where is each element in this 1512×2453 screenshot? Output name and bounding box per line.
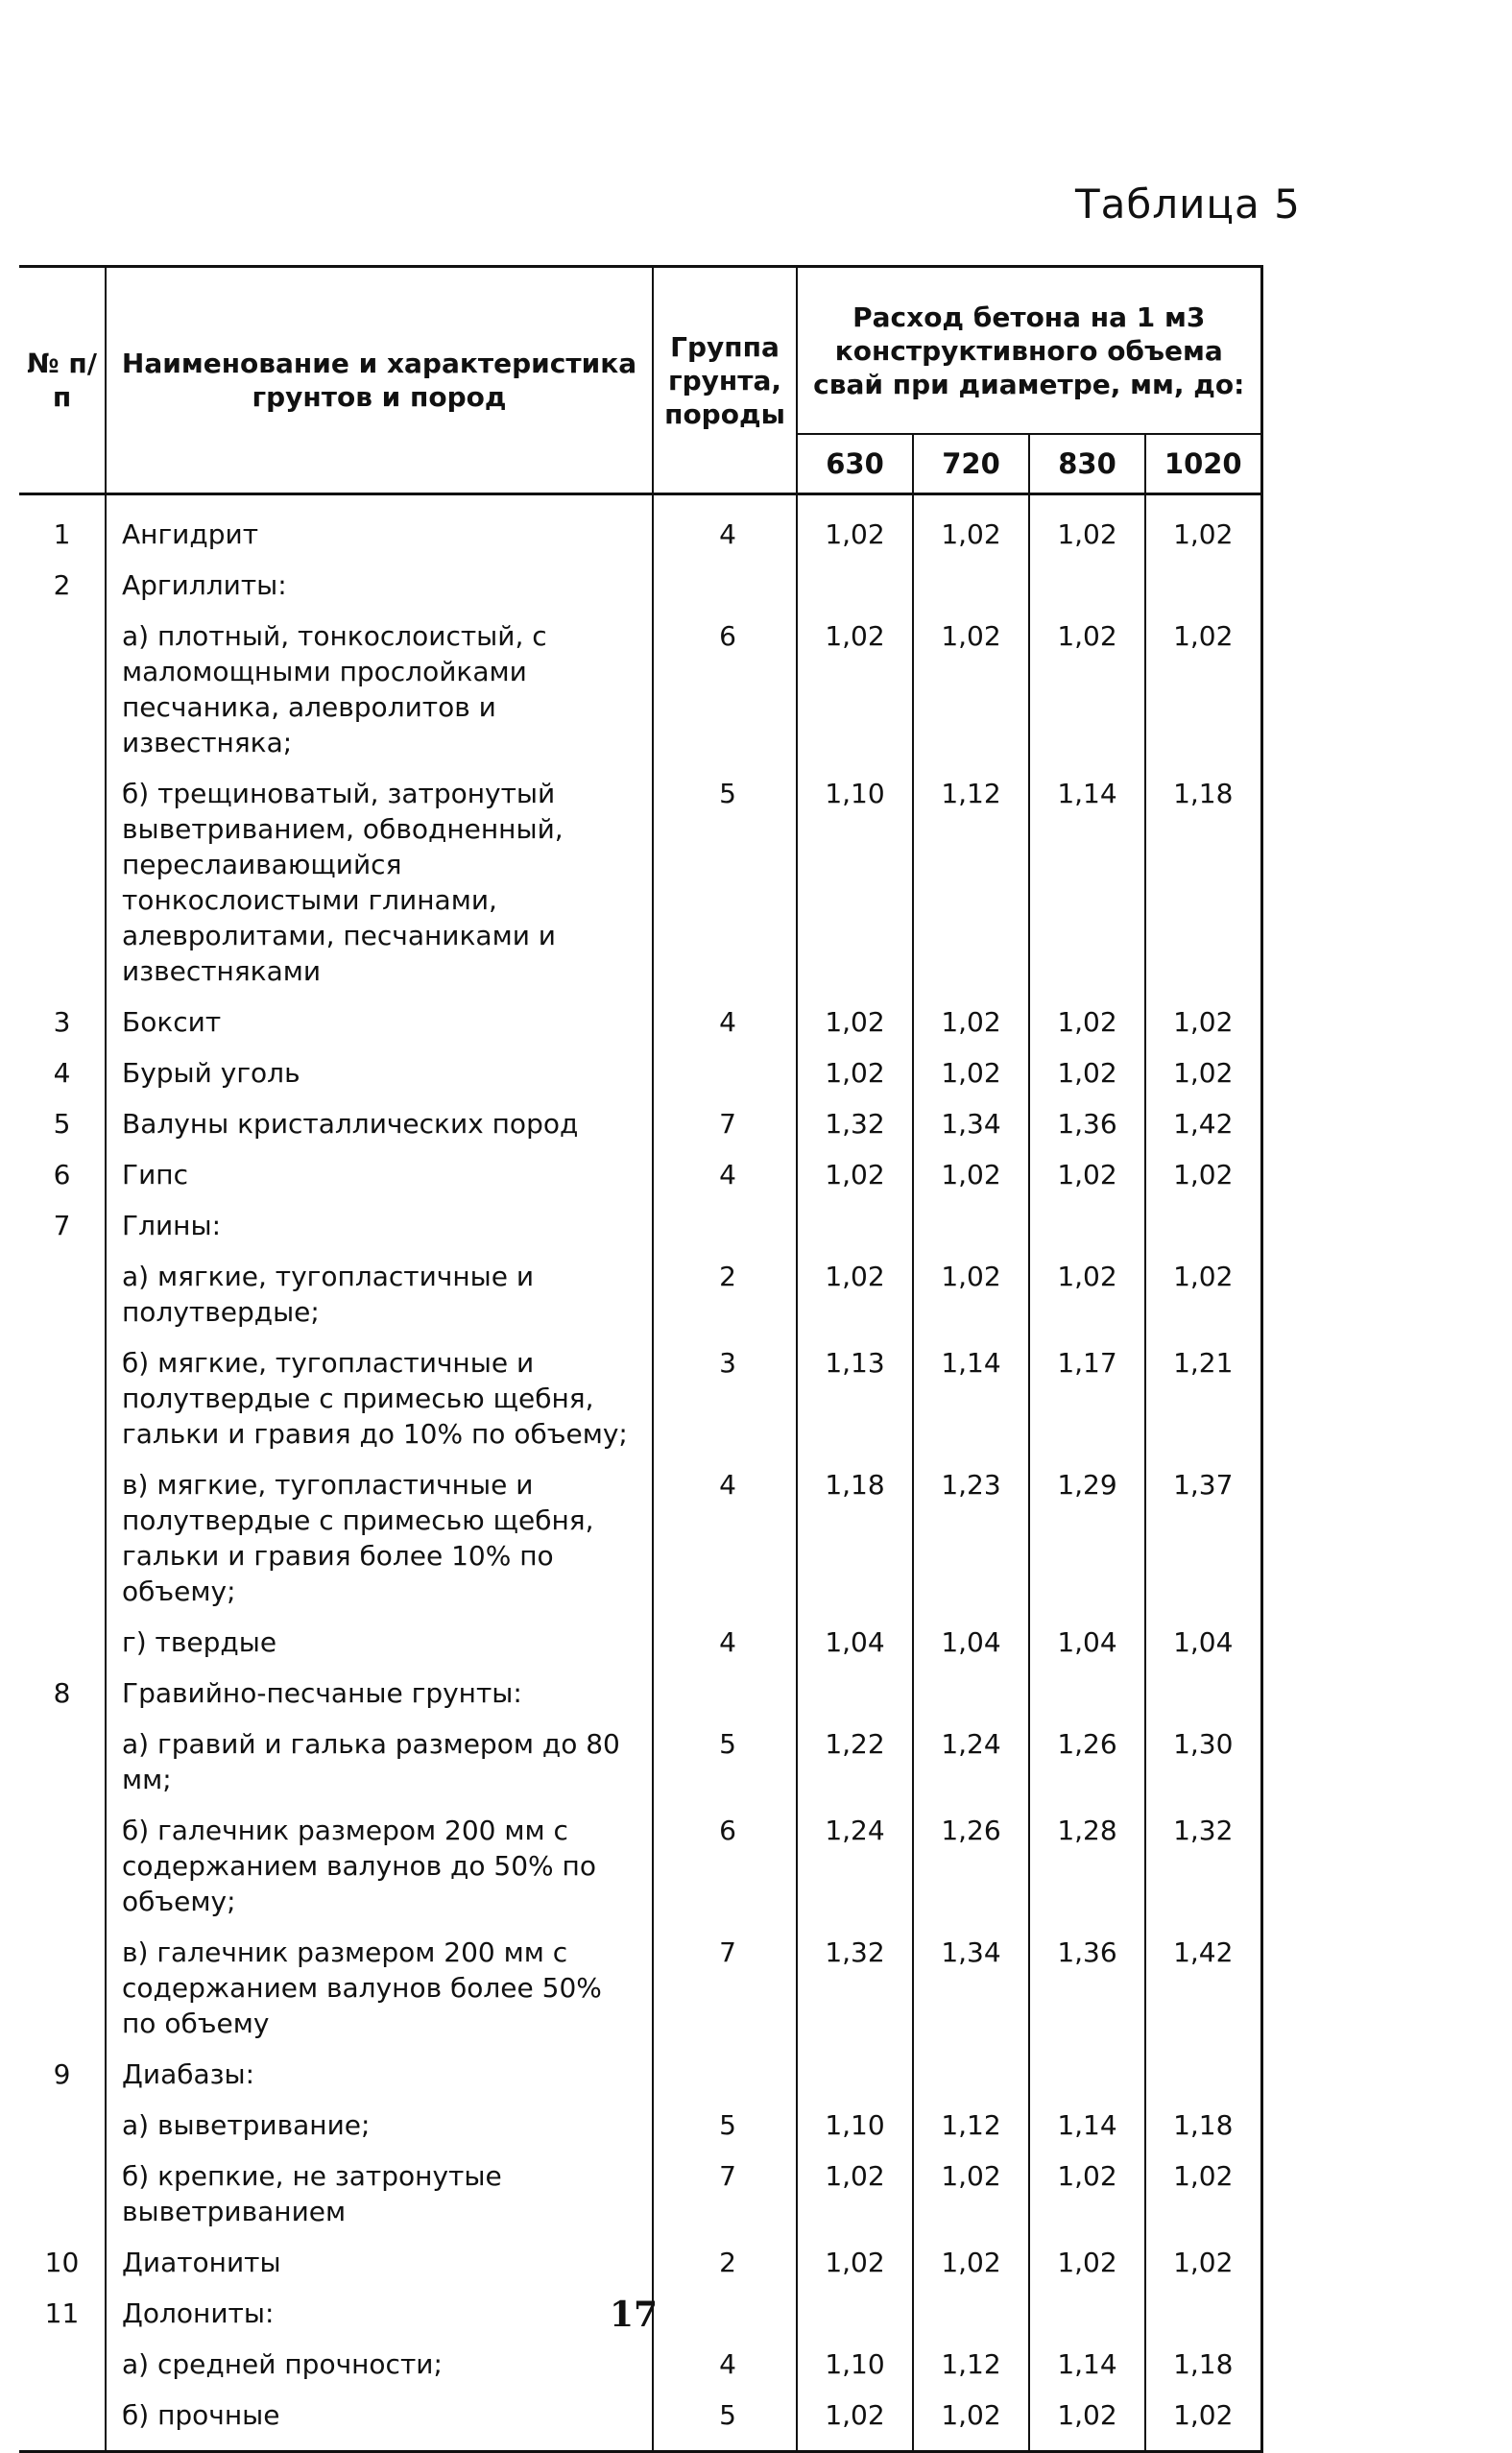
soil-group: 5	[653, 2100, 797, 2151]
consumption-value: 1,02	[797, 1047, 913, 1098]
soil-name: Валуны кристаллических пород	[106, 1098, 653, 1149]
consumption-value: 1,13	[797, 1337, 913, 1459]
soil-group: 2	[653, 1251, 797, 1337]
soil-group	[653, 2049, 797, 2100]
soil-group: 6	[653, 1805, 797, 1927]
consumption-value	[797, 2049, 913, 2100]
soil-name: Глины:	[106, 1200, 653, 1251]
consumption-value: 1,18	[1145, 2339, 1261, 2390]
soil-group: 7	[653, 1927, 797, 2049]
table-row	[19, 768, 1261, 997]
consumption-value: 1,36	[1029, 1927, 1145, 2049]
consumption-value: 1,02	[913, 494, 1029, 561]
soil-name: Ангидрит	[106, 494, 653, 561]
consumption-value: 1,02	[1029, 2390, 1145, 2452]
row-number: 3	[53, 1006, 71, 1038]
row-number: 6	[53, 1159, 71, 1190]
consumption-value: 1,14	[1029, 2339, 1145, 2390]
soil-group: 4	[653, 494, 797, 561]
consumption-value: 1,26	[1029, 1719, 1145, 1805]
consumption-value	[1029, 560, 1145, 611]
consumption-value: 1,23	[913, 1459, 1029, 1617]
header-diameter: 720	[913, 434, 1029, 494]
soil-name: Долониты:	[106, 2288, 653, 2339]
consumption-value: 1,02	[1145, 1149, 1261, 1200]
soil-group: 3	[653, 1337, 797, 1459]
table-row	[19, 2339, 1261, 2390]
consumption-value: 1,12	[913, 768, 1029, 997]
row-number	[19, 611, 106, 768]
consumption-value: 1,18	[1145, 768, 1261, 997]
consumption-value	[1145, 1200, 1261, 1251]
consumption-value: 1,02	[1145, 2151, 1261, 2237]
consumption-value: 1,04	[1145, 1617, 1261, 1668]
consumption-value: 1,17	[1029, 1337, 1145, 1459]
consumption-value: 1,02	[797, 2237, 913, 2288]
consumption-value: 1,02	[1029, 1251, 1145, 1337]
header-consumption: Расход бетона на 1 м3 конструктивного объема свай при диаметре, мм, до:	[797, 267, 1261, 435]
consumption-value: 1,18	[797, 1459, 913, 1617]
consumption-value	[1029, 2049, 1145, 2100]
row-number: 5	[53, 1108, 71, 1140]
table-row	[19, 1719, 1261, 1805]
consumption-value: 1,30	[1145, 1719, 1261, 1805]
consumption-value: 1,02	[1145, 2390, 1261, 2452]
header-diameter: 830	[1029, 434, 1145, 494]
consumption-value: 1,10	[797, 2100, 913, 2151]
concrete-consumption-table	[19, 265, 1263, 2453]
consumption-value: 1,34	[913, 1927, 1029, 2049]
header-diameter: 1020	[1145, 434, 1261, 494]
consumption-value	[1029, 1200, 1145, 1251]
consumption-value: 1,26	[913, 1805, 1029, 1927]
consumption-value: 1,24	[797, 1805, 913, 1927]
row-number	[19, 2100, 106, 2151]
consumption-value: 1,02	[1145, 1251, 1261, 1337]
table-row	[19, 1337, 1261, 1459]
soil-group: 4	[653, 2339, 797, 2390]
consumption-value: 1,37	[1145, 1459, 1261, 1617]
row-number: 2	[53, 569, 71, 601]
row-number: 11	[44, 2297, 80, 2329]
table-row	[19, 2237, 1261, 2288]
table-body	[19, 494, 1261, 2452]
row-number	[19, 1719, 106, 1805]
soil-name: Диабазы:	[106, 2049, 653, 2100]
soil-group: 5	[653, 1719, 797, 1805]
consumption-value: 1,32	[797, 1927, 913, 2049]
consumption-value: 1,02	[1029, 2237, 1145, 2288]
consumption-value: 1,42	[1145, 1098, 1261, 1149]
consumption-value	[797, 1200, 913, 1251]
soil-group: 7	[653, 2151, 797, 2237]
consumption-value: 1,24	[913, 1719, 1029, 1805]
table-row	[19, 611, 1261, 768]
consumption-value	[1145, 1668, 1261, 1719]
consumption-value: 1,28	[1029, 1805, 1145, 1927]
consumption-value: 1,04	[913, 1617, 1029, 1668]
table-row	[19, 560, 1261, 611]
consumption-value: 1,02	[913, 1149, 1029, 1200]
soil-group: 5	[653, 768, 797, 997]
soil-group: 6	[653, 611, 797, 768]
table-row	[19, 2390, 1261, 2452]
table-row	[19, 494, 1261, 561]
consumption-value	[913, 560, 1029, 611]
consumption-value: 1,36	[1029, 1098, 1145, 1149]
consumption-value: 1,32	[797, 1098, 913, 1149]
header-num: № п/п	[19, 267, 106, 494]
row-number: 9	[53, 2058, 71, 2090]
soil-group: 4	[653, 1149, 797, 1200]
consumption-value: 1,02	[797, 1149, 913, 1200]
table-row	[19, 2049, 1261, 2100]
consumption-value: 1,42	[1145, 1927, 1261, 2049]
consumption-value: 1,32	[1145, 1805, 1261, 1927]
consumption-value: 1,02	[1145, 1047, 1261, 1098]
consumption-value: 1,02	[913, 1251, 1029, 1337]
soil-group: 7	[653, 1098, 797, 1149]
table-row	[19, 1668, 1261, 1719]
consumption-value: 1,02	[1029, 997, 1145, 1047]
row-number	[19, 2151, 106, 2237]
consumption-value: 1,02	[1145, 997, 1261, 1047]
soil-name: Аргиллиты:	[106, 560, 653, 611]
soil-name: в) галечник размером 200 мм с содержанием валунов более 50% по объему	[106, 1927, 653, 2049]
table-row	[19, 2100, 1261, 2151]
consumption-value: 1,02	[913, 2151, 1029, 2237]
soil-name: Гипс	[106, 1149, 653, 1200]
consumption-value: 1,14	[913, 1337, 1029, 1459]
soil-group: 5	[653, 2390, 797, 2452]
table-header	[19, 267, 1261, 494]
header-name: Наименование и характеристика грунтов и пород	[106, 267, 653, 494]
table-caption: Таблица 5	[1075, 180, 1301, 228]
soil-group	[653, 560, 797, 611]
consumption-value: 1,02	[1029, 494, 1145, 561]
consumption-value: 1,02	[913, 2237, 1029, 2288]
row-number: 7	[53, 1210, 71, 1241]
consumption-value: 1,21	[1145, 1337, 1261, 1459]
consumption-value	[1145, 2049, 1261, 2100]
row-number: 1	[53, 518, 71, 550]
consumption-value	[913, 2049, 1029, 2100]
table-row	[19, 1251, 1261, 1337]
consumption-value: 1,02	[1029, 2151, 1145, 2237]
soil-name: б) прочные	[106, 2390, 653, 2452]
consumption-value: 1,02	[797, 494, 913, 561]
consumption-value: 1,02	[1145, 494, 1261, 561]
table-row	[19, 1149, 1261, 1200]
row-number	[19, 1337, 106, 1459]
row-number	[19, 768, 106, 997]
soil-name: Гравийно-песчаные грунты:	[106, 1668, 653, 1719]
consumption-value: 1,02	[1029, 1149, 1145, 1200]
header-group: Группа грунта, породы	[653, 267, 797, 494]
consumption-value	[1145, 560, 1261, 611]
consumption-value: 1,02	[1145, 611, 1261, 768]
consumption-value	[913, 1200, 1029, 1251]
page-number: 17	[609, 2295, 659, 2335]
consumption-value: 1,02	[913, 1047, 1029, 1098]
soil-group	[653, 1047, 797, 1098]
row-number: 4	[53, 1057, 71, 1089]
soil-name: а) гравий и галька размером до 80 мм;	[106, 1719, 653, 1805]
soil-name: Боксит	[106, 997, 653, 1047]
table-row	[19, 1459, 1261, 1617]
consumption-value	[1029, 1668, 1145, 1719]
consumption-value: 1,02	[1029, 611, 1145, 768]
consumption-value: 1,34	[913, 1098, 1029, 1149]
consumption-value: 1,29	[1029, 1459, 1145, 1617]
row-number	[19, 1459, 106, 1617]
consumption-value: 1,02	[913, 997, 1029, 1047]
consumption-value: 1,02	[797, 611, 913, 768]
soil-name: б) галечник размером 200 мм с содержанием валунов до 50% по объему;	[106, 1805, 653, 1927]
soil-group: 2	[653, 2237, 797, 2288]
soil-name: а) мягкие, тугопластичные и полутвердые;	[106, 1251, 653, 1337]
consumption-value: 1,10	[797, 2339, 913, 2390]
soil-name: а) выветривание;	[106, 2100, 653, 2151]
consumption-value: 1,10	[797, 768, 913, 997]
table-row	[19, 1617, 1261, 1668]
table-row	[19, 997, 1261, 1047]
consumption-value	[913, 1668, 1029, 1719]
soil-name: г) твердые	[106, 1617, 653, 1668]
header-diameter: 630	[797, 434, 913, 494]
consumption-value: 1,02	[797, 997, 913, 1047]
consumption-value	[797, 560, 913, 611]
table-row	[19, 1098, 1261, 1149]
row-number	[19, 2390, 106, 2452]
consumption-value: 1,02	[1145, 2237, 1261, 2288]
soil-name: а) плотный, тонкослоистый, с маломощными прослойками песчаника, алевролитов и известняка;	[106, 611, 653, 768]
table-row	[19, 1805, 1261, 1927]
soil-group	[653, 1668, 797, 1719]
consumption-value: 1,02	[797, 2390, 913, 2452]
consumption-value: 1,02	[913, 2390, 1029, 2452]
consumption-value	[797, 1668, 913, 1719]
consumption-value: 1,18	[1145, 2100, 1261, 2151]
soil-group: 4	[653, 1459, 797, 1617]
table-row	[19, 1927, 1261, 2049]
row-number	[19, 1805, 106, 1927]
consumption-value: 1,04	[797, 1617, 913, 1668]
consumption-value: 1,22	[797, 1719, 913, 1805]
soil-group: 4	[653, 1617, 797, 1668]
soil-name: б) крепкие, не затронутые выветриванием	[106, 2151, 653, 2237]
row-number	[19, 1251, 106, 1337]
consumption-value: 1,12	[913, 2100, 1029, 2151]
row-number	[19, 2339, 106, 2390]
consumption-value: 1,04	[1029, 1617, 1145, 1668]
table-row	[19, 2151, 1261, 2237]
consumption-value: 1,02	[797, 1251, 913, 1337]
table-row	[19, 1200, 1261, 1251]
consumption-value: 1,02	[797, 2151, 913, 2237]
consumption-value: 1,14	[1029, 2100, 1145, 2151]
row-number	[19, 1617, 106, 1668]
soil-group	[653, 1200, 797, 1251]
soil-name: в) мягкие, тугопластичные и полутвердые с примесью щебня, гальки и гравия более 10% по объему;	[106, 1459, 653, 1617]
row-number: 10	[44, 2247, 80, 2278]
soil-name: б) трещиноватый, затронутый выветриванием, обводненный, переслаивающийся тонкослоистыми глинами, алевролитами, песчаниками и известняками	[106, 768, 653, 997]
consumption-value: 1,12	[913, 2339, 1029, 2390]
consumption-value: 1,02	[913, 611, 1029, 768]
consumption-value: 1,02	[1029, 1047, 1145, 1098]
soil-name: Бурый уголь	[106, 1047, 653, 1098]
soil-name: б) мягкие, тугопластичные и полутвердые с примесью щебня, гальки и гравия до 10% по объему;	[106, 1337, 653, 1459]
soil-group: 4	[653, 997, 797, 1047]
consumption-value: 1,14	[1029, 768, 1145, 997]
row-number	[19, 1927, 106, 2049]
row-number: 8	[53, 1677, 71, 1709]
soil-name: а) средней прочности;	[106, 2339, 653, 2390]
table-row	[19, 1047, 1261, 1098]
soil-name: Диатониты	[106, 2237, 653, 2288]
